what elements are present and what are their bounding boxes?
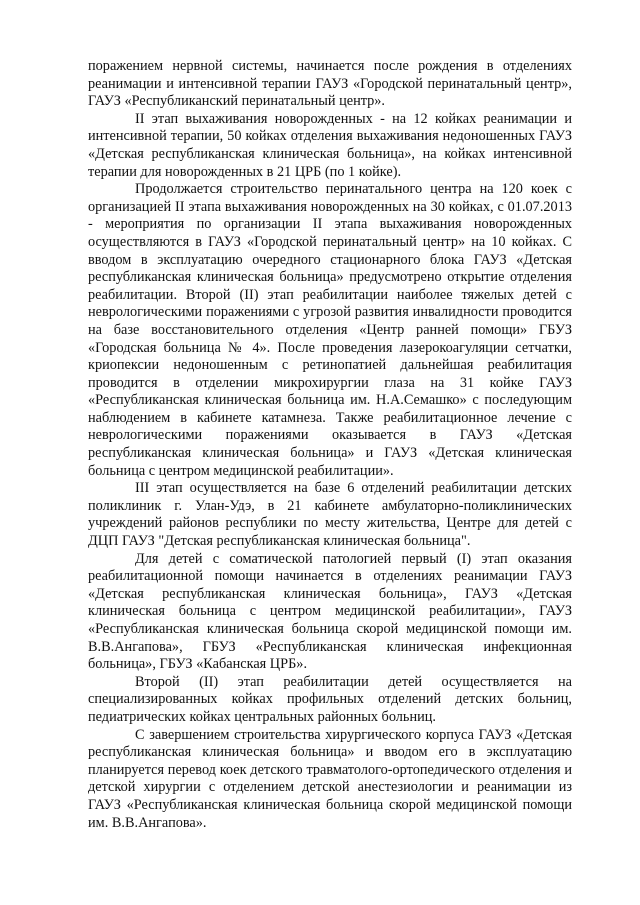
paragraph-7: С завершением строительства хирургического корпуса ГАУЗ «Детская республиканская клиническая больница» и вводом его в эксплуатацию планируется перевод коек детского травматолого-ортопедического отделения и детской хирургии с отделением детской анестезиологии и реанимации из ГАУЗ «Республиканская клиническая больница скорой медицинской помощи им. В.В.Ангапова». <box>88 726 572 831</box>
paragraph-6: Второй (II) этап реабилитации детей осуществляется на специализированных койках профильных отделений детских больниц, педиатрических койках центральных районных больниц. <box>88 673 572 725</box>
document-body <box>88 58 572 832</box>
paragraph-5: Для детей с соматической патологией первый (I) этап оказания реабилитационной помощи начинается в отделениях реанимации ГАУЗ «Детская республиканская клиническая больница», ГАУЗ «Детская клиническая больница с центром медицинской реабилитации», ГАУЗ «Республиканская клиническая больница скорой медицинской помощи им. В.В.Ангапова», ГБУЗ «Республиканская клиническая инфекционная больница», ГБУЗ «Кабанская ЦРБ». <box>88 550 572 673</box>
paragraph-1: поражением нервной системы, начинается после рождения в отделениях реанимации и интенсивной терапии ГАУЗ «Городской перинатальный центр», ГАУЗ «Республиканский перинатальный центр». <box>88 58 572 110</box>
paragraph-4: III этап осуществляется на базе 6 отделений реабилитации детских поликлиник г. Улан-Удэ, в 21 кабинете амбулаторно-поликлинических учреждений районов республики по месту жительства, Центре для детей с ДЦП ГАУЗ "Детская республиканская клиническая больница". <box>88 480 572 550</box>
paragraph-2: II этап выхаживания новорожденных - на 12 койках реанимации и интенсивной терапии, 50 койках отделения выхаживания недоношенных ГАУЗ «Детская республиканская клиническая больница», на койках интенсивной терапии для новорожденных в 21 ЦРБ (по 1 койке). <box>88 110 572 180</box>
paragraph-3: Продолжается строительство перинатального центра на 120 коек с организацией II этапа выхаживания новорожденных на 30 койках, с 01.07.2013 - мероприятия по организации II этапа выхаживания новорожденных осуществляются в ГАУЗ «Городской перинатальный центр» на 10 койках. С вводом в эксплуатацию очередного стационарного блока ГАУЗ «Детская республиканская клиническая больница» предусмотрено открытие отделения реабилитации. Второй (II) этап реабилитации наиболее тяжелых детей с неврологическими поражениями с угрозой развития инвалидности проводится на базе восстановительного отделения «Центр ранней помощи» ГБУЗ «Городская больница № 4». После проведения лазерокоагуляции сетчатки, криопексии недоношенным с ретинопатией дальнейшая реабилитация проводится в отделении микрохирургии глаза на 31 койке ГАУЗ «Республиканская клиническая больница им. Н.А.Семашко» с последующим наблюдением в кабинете катамнеза. Также реабилитационное лечение с неврологическими поражениями оказывается в ГАУЗ «Детская республиканская клиническая больница» и ГАУЗ «Детская клиническая больница с центром медицинской реабилитации». <box>88 181 572 479</box>
